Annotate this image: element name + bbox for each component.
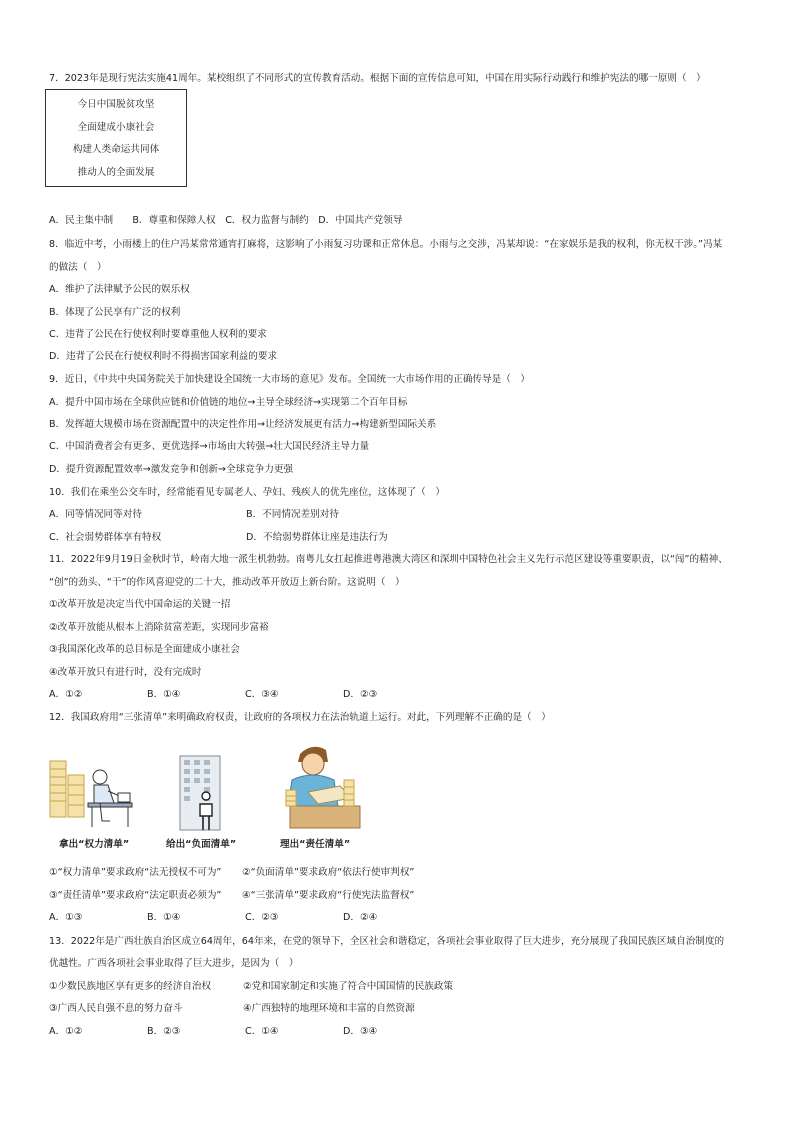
q7-options: A．民主集中制 B．尊重和保障人权 C．权力监督与制约 D．中国共产党领导 [49, 215, 403, 226]
q13-option-a: A．①② [49, 1026, 83, 1037]
q11-stem: 11．2022年9月19日金秋时节，岭南大地一派生机勃勃。南粤儿女扛起推进粤港澳大湾区和深圳中国特色社会主义先行示范区建设等重要职责，以“闯”的精神、 [49, 554, 728, 565]
q12-item: ④“三张清单”要求政府“行使宪法监督权” [242, 890, 415, 901]
q11-option-c: C．③④ [245, 689, 279, 700]
q9-option-b: B．发挥超大规模市场在资源配置中的决定性作用→让经济发展更有活力→构建新型国际关系 [49, 419, 437, 430]
caption-negative-list: 给出“负面清单” [166, 839, 237, 850]
q13-item: ①少数民族地区享有更多的经济自治权 [49, 981, 212, 992]
responsibility-list-illustration [278, 740, 366, 832]
q13-stem: 13．2022年是广西壮族自治区成立64周年，64年来，在党的领导下，全区社会和谐稳定，各项社会事业取得了巨大进步，充分展现了我国民族区域自治制度的 [49, 936, 725, 947]
q9-option-c: C．中国消费者会有更多、更优选择→市场由大转强→壮大国民经济主导力量 [49, 441, 370, 452]
q8-stem-cont: 的做法（ ） [49, 262, 107, 273]
caption-power-list: 拿出“权力清单” [59, 839, 130, 850]
q12-item: ①“权力清单”要求政府“法无授权不可为” [49, 867, 222, 878]
q9-stem: 9．近日，《中共中央国务院关于加快建设全国统一大市场的意见》发布。全国统一大市场作用的正确传导是（ ） [49, 374, 530, 385]
q12-option-a: A．①③ [49, 912, 83, 923]
q9-option-d: D．提升资源配置效率→激发竞争和创新→全球竞争力更强 [49, 464, 294, 475]
q8-stem: 8．临近中考，小雨楼上的住户冯某常常通宵打麻将，这影响了小雨复习功课和正常休息。小雨与之交涉，冯某却说：“在家娱乐是我的权利，你无权干涉。”冯某 [49, 239, 723, 250]
q12-option-d: D．②④ [343, 912, 378, 923]
q7-box-line: 今日中国脱贫攻坚 [77, 99, 155, 110]
negative-list-illustration [170, 752, 230, 832]
q12-option-c: C．②③ [245, 912, 279, 923]
q7-propaganda-box [45, 89, 187, 187]
q10-option-b: B．不同情况差别对待 [246, 509, 339, 520]
q11-option-b: B．①④ [147, 689, 181, 700]
q7-box-line: 构建人类命运共同体 [72, 144, 160, 155]
q13-item: ③广西人民自强不息的努力奋斗 [49, 1003, 183, 1014]
q13-item: ④广西独特的地理环境和丰富的自然资源 [243, 1003, 415, 1014]
q7-box-line: 推动人的全面发展 [77, 167, 155, 178]
q13-option-c: C．①④ [245, 1026, 279, 1037]
q11-item: ④改革开放只有进行时，没有完成时 [49, 667, 202, 678]
q11-item: ②改革开放能从根本上消除贫富差距，实现同步富裕 [49, 622, 269, 633]
q10-option-c: C．社会弱势群体享有特权 [49, 532, 162, 543]
q13-stem-cont: 优越性。广西各项社会事业取得了巨大进步，是因为（ ） [49, 958, 299, 969]
q13-option-d: D．③④ [343, 1026, 378, 1037]
q8-option-b: B．体现了公民享有广泛的权利 [49, 307, 181, 318]
q8-option-c: C．违背了公民在行使权利时要尊重他人权利的要求 [49, 329, 267, 340]
q10-option-a: A．同等情况同等对待 [49, 509, 142, 520]
q11-stem-cont: “创”的劲头、“干”的作风喜迎党的二十大，推动改革开放迈上新台阶。这说明（ ） [49, 577, 405, 588]
q12-stem: 12．我国政府用“三张清单”来明确政府权责，让政府的各项权力在法治轨道上运行。对此，下列理解不正确的是（ ） [49, 712, 551, 723]
q13-option-b: B．②③ [147, 1026, 181, 1037]
q12-item: ③“责任清单”要求政府“法定职责必须为” [49, 890, 222, 901]
q7-stem: 7．2023年是现行宪法实施41周年。某校组织了不同形式的宣传教育活动。根据下面的宣传信息可知，中国在用实际行动践行和维护宪法的哪一原则（ ） [49, 73, 706, 84]
q12-item: ②“负面清单”要求政府“依法行使审判权” [242, 867, 415, 878]
q9-option-a: A．提升中国市场在全球供应链和价值链的地位→主导全球经济→实现第二个百年目标 [49, 397, 408, 408]
caption-responsibility-list: 理出“责任清单” [280, 839, 351, 850]
q10-stem: 10．我们在乘坐公交车时，经常能看见专属老人、孕妇、残疾人的优先座位，这体现了（ ） [49, 487, 445, 498]
q10-option-d: D．不给弱势群体让座是违法行为 [246, 532, 388, 543]
q11-option-d: D．②③ [343, 689, 378, 700]
power-list-illustration [48, 755, 138, 831]
q13-item: ②党和国家制定和实施了符合中国国情的民族政策 [243, 981, 454, 992]
q12-option-b: B．①④ [147, 912, 181, 923]
q11-item: ①改革开放是决定当代中国命运的关键一招 [49, 599, 231, 610]
q8-option-a: A．维护了法律赋予公民的娱乐权 [49, 284, 190, 295]
q11-item: ③我国深化改革的总目标是全面建成小康社会 [49, 644, 240, 655]
q8-option-d: D．违背了公民在行使权利时不得损害国家利益的要求 [49, 351, 278, 362]
q11-option-a: A．①② [49, 689, 83, 700]
q7-box-line: 全面建成小康社会 [77, 122, 155, 133]
